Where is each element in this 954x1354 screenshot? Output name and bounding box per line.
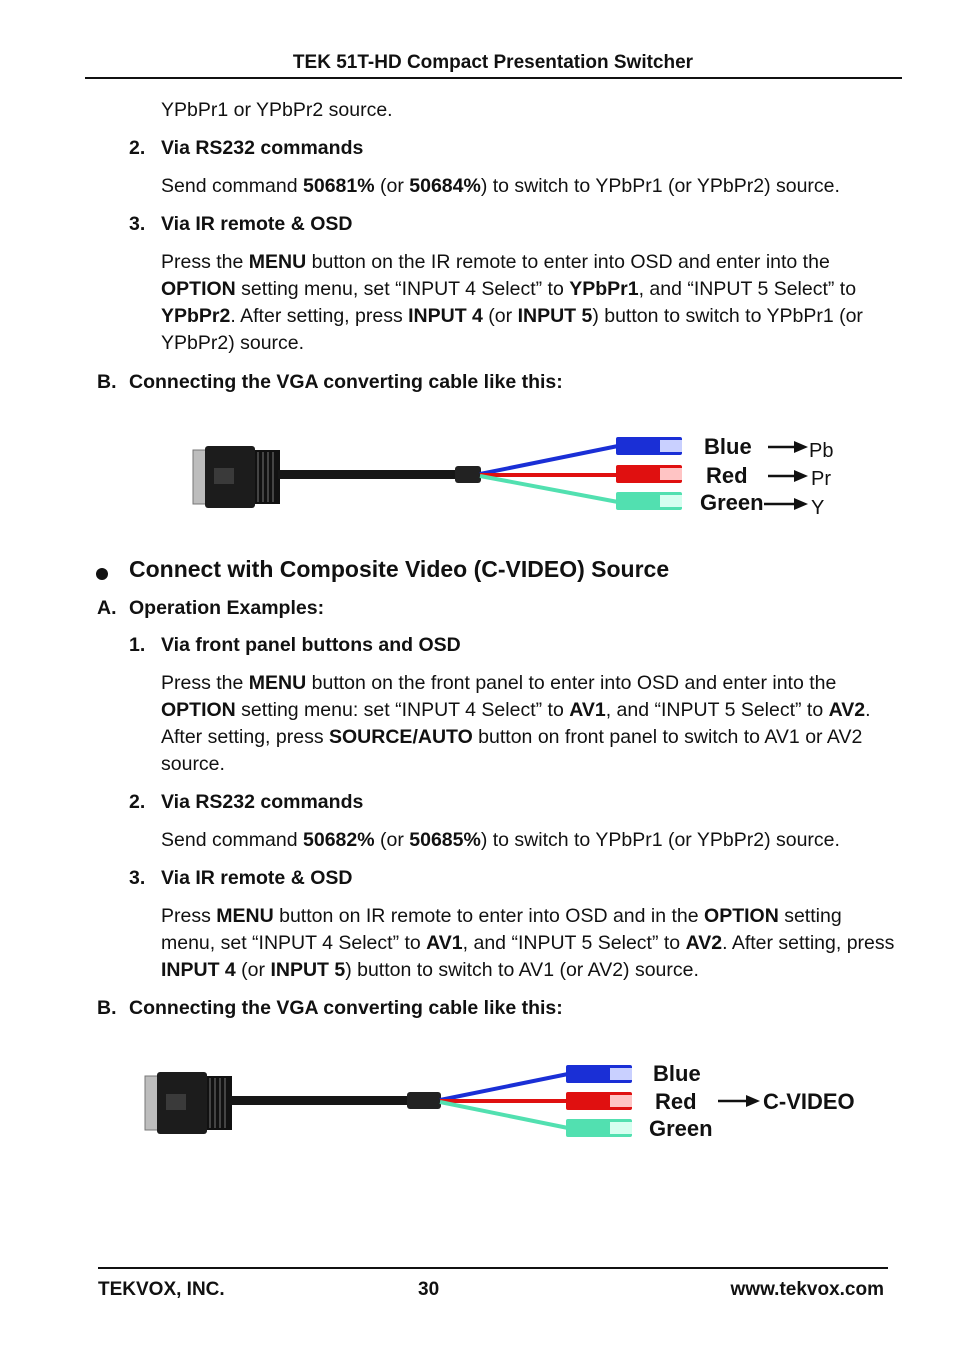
- cvideo-section-title: Connect with Composite Video (C-VIDEO) Source: [129, 556, 670, 582]
- cvideo-step3-number: 3.: [129, 867, 146, 889]
- ypbpr-step3-text: Press the MENU button on the IR remote to enter into OSD and enter into the OPTION setting menu, set “INPUT 4 Select” to YPbPr1, and “INPUT 5 Select” to YPbPr2. After setting, press INPUT 4 (or INPUT 5) button to switch to YPbPr1 (or YPbPr2) source.: [161, 251, 863, 354]
- pb-label: Pb: [809, 440, 834, 462]
- continuation-text: YPbPr1 or YPbPr2 source.: [161, 99, 393, 121]
- green-rca-plug-icon: [566, 1119, 632, 1137]
- arrow-cvideo-icon: [718, 1095, 760, 1107]
- blue-label: Blue: [704, 434, 752, 459]
- footer-company: TEKVOX, INC.: [98, 1279, 225, 1300]
- cvideo-opA-title: Operation Examples:: [129, 597, 325, 619]
- arrow-pb-icon: [768, 441, 808, 453]
- cvideo-step2-title: Via RS232 commands: [161, 791, 364, 813]
- footer-website: www.tekvox.com: [730, 1279, 884, 1300]
- footer-rule: [98, 1267, 888, 1269]
- blue-wire: [480, 446, 618, 474]
- blue-wire: [440, 1074, 568, 1100]
- cvideo-step1-title: Via front panel buttons and OSD: [161, 634, 461, 656]
- header-rule: [85, 77, 902, 79]
- ypbpr-step3-number: 3.: [129, 213, 146, 235]
- arrow-pr-icon: [768, 470, 808, 482]
- pr-label: Pr: [811, 468, 831, 490]
- green-label: Green: [700, 490, 764, 515]
- cable-splitter: [455, 466, 481, 483]
- cvideo-step2-text: Send command 50682% (or 50685%) to switch to YPbPr1 (or YPbPr2) source.: [161, 829, 840, 851]
- cvideo-step3-title: Via IR remote & OSD: [161, 867, 353, 889]
- vga-connector-icon: [145, 1072, 232, 1134]
- ypbpr-step2-title: Via RS232 commands: [161, 137, 364, 159]
- vga-connector-icon: [193, 446, 280, 508]
- cable-splitter: [407, 1092, 441, 1109]
- ypbpr-step2-number: 2.: [129, 137, 146, 159]
- red-rca-plug-icon: [616, 465, 682, 483]
- ypbpr-step2-text: Send command 50681% (or 50684%) to switch to YPbPr1 (or YPbPr2) source.: [161, 175, 840, 197]
- cvideo-label: C-VIDEO: [763, 1089, 855, 1114]
- ypbpr-cable-diagram: [0, 420, 954, 530]
- arrow-y-icon: [764, 498, 808, 510]
- cvideo-step1-text: Press the MENU button on the front panel to enter into OSD and enter into the OPTION setting menu: set “INPUT 4 Select” to AV1, and “INPUT 5 Select” to AV2. After setting, press SOURCE/AUTO button on front panel to switch to AV1 or AV2 source.: [161, 672, 871, 775]
- green-wire: [440, 1102, 568, 1128]
- ypbpr-cable-title: Connecting the VGA converting cable like this:: [129, 371, 563, 393]
- y-label: Y: [811, 497, 825, 519]
- header-title: TEK 51T-HD Compact Presentation Switcher: [292, 52, 694, 73]
- cvideo-opA-letter: A.: [97, 597, 117, 619]
- footer-page-number: 30: [418, 1279, 440, 1300]
- green-label: Green: [649, 1116, 713, 1141]
- cvideo-step2-number: 2.: [129, 791, 146, 813]
- cvideo-step3-text: Press MENU button on IR remote to enter into OSD and in the OPTION setting menu, set “INPUT 4 Select” to AV1, and “INPUT 5 Select” to AV2. After setting, press INPUT 4 (or INPUT 5) button to switch to AV1 (or AV2) source.: [161, 905, 895, 981]
- blue-label: Blue: [653, 1061, 701, 1086]
- red-label: Red: [706, 463, 748, 488]
- cvideo-cable-letter: B.: [97, 997, 117, 1019]
- ypbpr-cable-letter: B.: [97, 371, 117, 393]
- ypbpr-step3-title: Via IR remote & OSD: [161, 213, 353, 235]
- blue-rca-plug-icon: [566, 1065, 632, 1083]
- section-bullet: [96, 568, 108, 580]
- red-rca-plug-icon: [566, 1092, 632, 1110]
- cable-sheath: [230, 1096, 410, 1105]
- cable-sheath: [278, 470, 458, 479]
- green-rca-plug-icon: [616, 492, 682, 510]
- cvideo-cable-title: Connecting the VGA converting cable like this:: [129, 997, 563, 1019]
- red-label: Red: [655, 1089, 697, 1114]
- green-wire: [480, 476, 618, 502]
- cvideo-step1-number: 1.: [129, 634, 146, 656]
- cvideo-cable-diagram: [0, 1046, 954, 1156]
- blue-rca-plug-icon: [616, 437, 682, 455]
